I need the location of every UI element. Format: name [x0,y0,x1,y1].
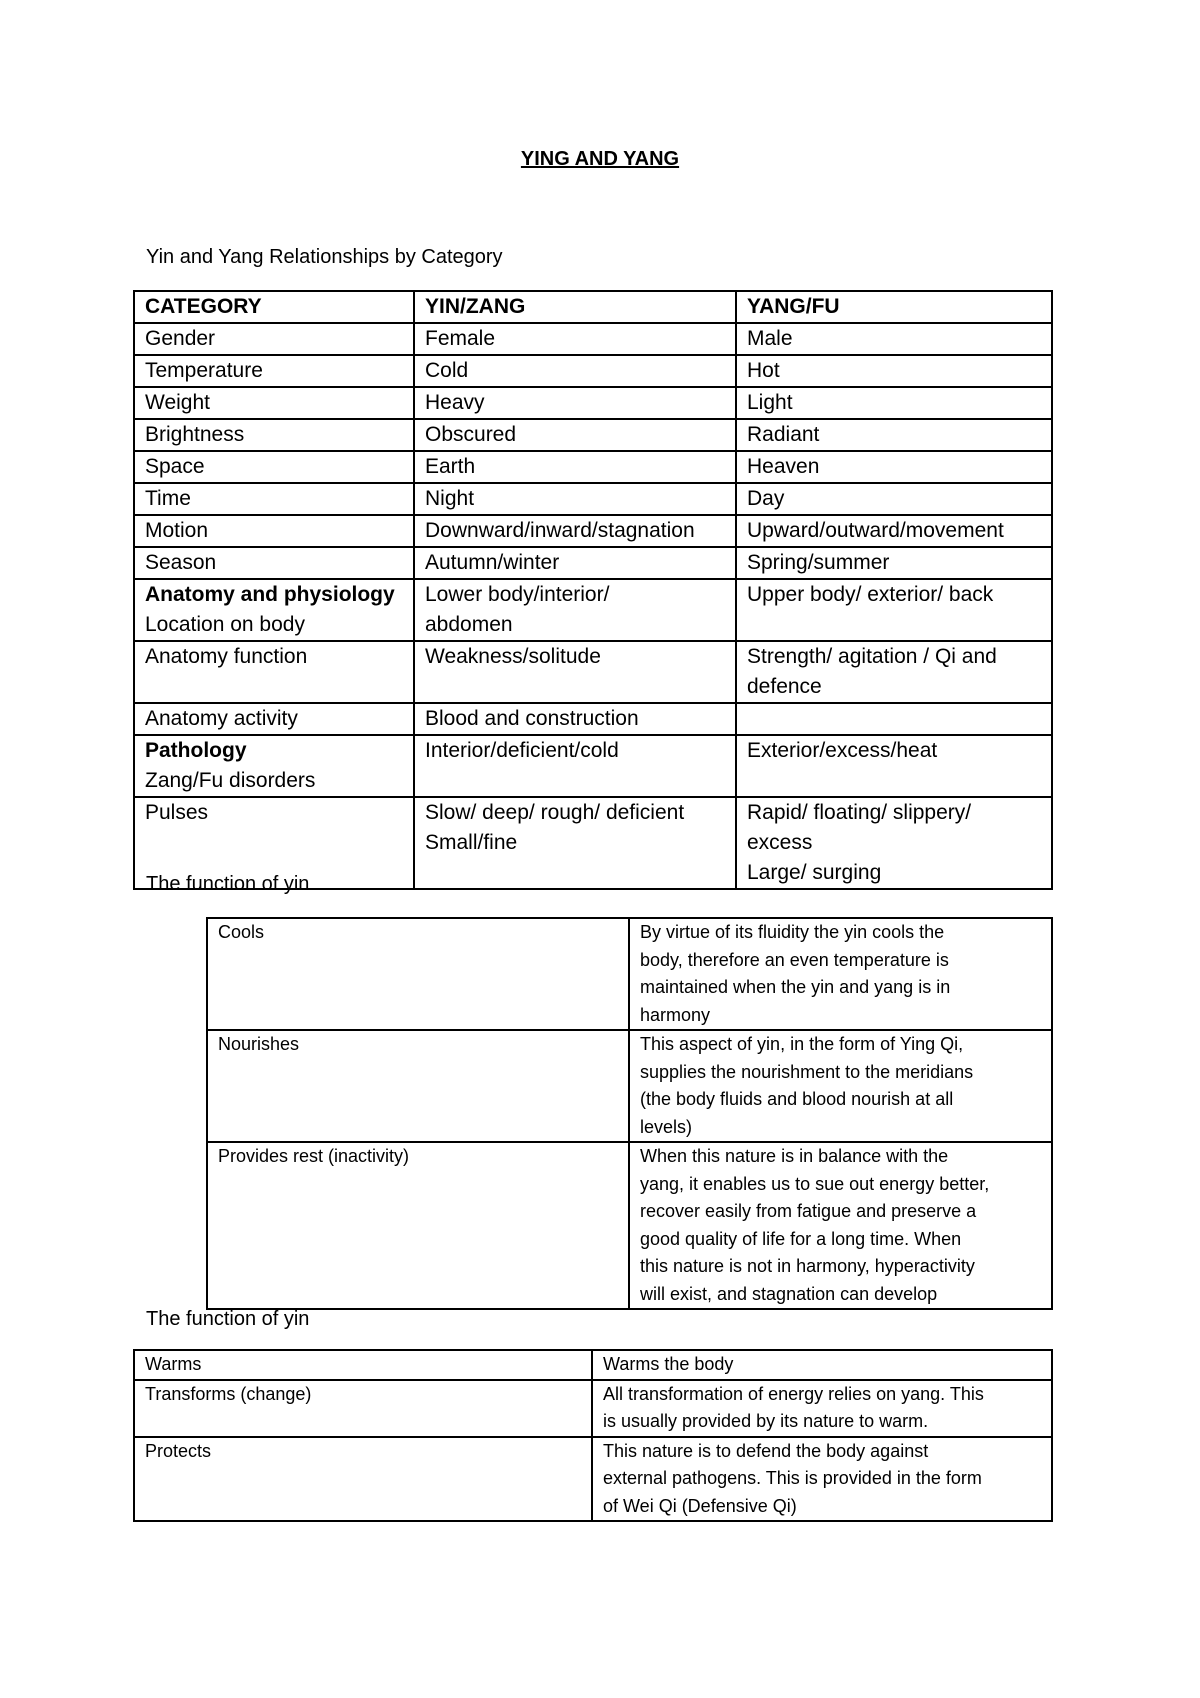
cell-line: Strength/ agitation / Qi and [747,645,997,668]
yin-cell [414,515,736,547]
cell-line: abdomen [425,613,513,636]
yin-cell [414,387,736,419]
category-cell [134,419,414,451]
cell-line: Light [747,391,793,414]
category-cell [134,735,414,797]
table-row [134,323,1052,355]
yang-cell [736,419,1052,451]
yang-cell [736,323,1052,355]
cell-line: body, therefore an even temperature is [640,949,949,970]
yang-cell [736,355,1052,387]
cell-line: Lower body/interior/ [425,583,610,606]
cell-line: will exist, and stagnation can develop [640,1283,938,1304]
table-row [207,1142,1052,1309]
cell-line: When this nature is in balance with the [640,1146,949,1166]
yin-cell [414,797,736,889]
cell-line: Heaven [747,455,820,478]
cell-line: Anatomy function [145,645,308,668]
function-of-yin-heading-2: The function of yin [146,1308,310,1330]
cell-line: is usually provided by its nature to warm. [603,1411,929,1431]
cell-line: Upper body/ exterior/ back [747,583,994,606]
table-row [134,547,1052,579]
cell-line: excess [747,831,813,854]
yin-cell [414,735,736,797]
cell-line: Female [425,327,496,350]
header-yang-fu: YANG/FU [736,291,1052,323]
cell-line: Hot [747,359,780,382]
cell-line: supplies the nourishment to the meridians [640,1061,974,1082]
cell-line: (the body fluids and blood nourish at all [640,1089,954,1109]
cell-line: this nature is not in harmony, hyperactivity [640,1256,975,1276]
table-row [134,387,1052,419]
cell-line: Warms the body [603,1354,734,1374]
yin-cell [414,579,736,641]
cell-line: good quality of life for a long time. When [640,1228,962,1249]
category-cell [134,387,414,419]
function-description-cell [629,918,1052,1030]
cell-line: Radiant [747,423,820,446]
function-of-yang-table [133,1349,1053,1522]
function-description-cell [629,1030,1052,1142]
function-of-yin-heading: The function of yin [146,873,310,895]
category-cell [134,483,414,515]
cell-line: Pulses [145,801,209,824]
cell-line: external pathogens. This is provided in the form [603,1468,982,1488]
cell-line: of Wei Qi (Defensive Qi) [603,1495,797,1516]
cell-line: harmony [640,1004,711,1025]
yang-cell [736,387,1052,419]
yang-cell [736,797,1052,889]
cell-line: Time [145,487,191,510]
cell-line: Downward/inward/stagnation [425,519,695,542]
cell-line: Earth [425,455,476,478]
cell-line: Rapid/ floating/ slippery/ [747,801,972,824]
table-row [134,419,1052,451]
cell-line: Small/fine [425,831,518,854]
yang-cell [736,579,1052,641]
category-cell [134,515,414,547]
table-row [134,1350,1052,1380]
function-description-cell [629,1142,1052,1309]
cell-line: Season [145,551,217,574]
cell-line: Large/ surging [747,861,882,884]
cell-line [747,704,1041,734]
function-description-cell [592,1380,1052,1437]
function-name-cell: Warms [134,1350,592,1380]
cell-line: Cold [425,359,469,382]
table-row [207,1030,1052,1142]
table-row [134,451,1052,483]
yin-cell [414,355,736,387]
category-cell [134,703,414,735]
cell-line: Anatomy and physiology [145,583,395,606]
table-row [134,641,1052,703]
cell-line: Heavy [425,391,485,414]
cell-line: All transformation of energy relies on yang. This [603,1383,984,1404]
yang-cell [736,483,1052,515]
function-of-yin-table [206,917,1053,1310]
cell-line: This nature is to defend the body against [603,1440,929,1461]
category-table [133,290,1053,890]
cell-line: By virtue of its fluidity the yin cools the [640,922,945,942]
yin-cell [414,419,736,451]
table-row [134,355,1052,387]
function-name-cell: Protects [134,1437,592,1522]
function-name-cell: Provides rest (inactivity) [207,1142,629,1309]
yin-cell [414,703,736,735]
cell-line: Blood and construction [425,707,639,730]
function-name-cell: Transforms (change) [134,1380,592,1437]
yin-cell [414,547,736,579]
cell-line: Pathology [145,739,247,762]
cell-line: Upward/outward/movement [747,519,1004,542]
cell-line: yang, it enables us to sue out energy better, [640,1173,990,1194]
cell-line: Space [145,455,205,478]
category-cell [134,451,414,483]
cell-line: Zang/Fu disorders [145,769,316,792]
yang-cell [736,515,1052,547]
function-description-cell [592,1437,1052,1522]
cell-line: Weakness/solitude [425,645,601,668]
cell-line: Gender [145,327,216,350]
table-row [134,515,1052,547]
yin-cell [414,323,736,355]
yin-cell [414,451,736,483]
cell-line: Temperature [145,359,263,382]
yin-cell [414,483,736,515]
function-description-cell [592,1350,1052,1380]
cell-line: Motion [145,519,209,542]
yang-cell [736,735,1052,797]
table-header-row [134,291,1052,323]
table-row [134,735,1052,797]
cell-line: This aspect of yin, in the form of Ying Qi, [640,1034,964,1054]
cell-line: Autumn/winter [425,551,560,574]
yang-cell [736,703,1052,735]
category-cell [134,547,414,579]
cell-line: Location on body [145,613,305,636]
header-category: CATEGORY [134,291,414,323]
cell-line: Spring/summer [747,551,890,574]
yang-cell [736,547,1052,579]
cell-line: Anatomy activity [145,707,298,730]
table-row [134,1380,1052,1437]
document-title: YING AND YANG [520,148,680,170]
cell-line: Night [425,487,475,510]
table-row [134,703,1052,735]
cell-line: Exterior/excess/heat [747,739,938,762]
table-row [134,1437,1052,1522]
cell-line: levels) [640,1116,693,1137]
category-cell [134,355,414,387]
function-name-cell: Cools [207,918,629,1030]
category-table-heading: Yin and Yang Relationships by Category [146,246,503,268]
cell-line: Brightness [145,423,245,446]
cell-line: defence [747,675,822,698]
cell-line: Interior/deficient/cold [425,739,619,762]
category-cell [134,641,414,703]
yang-cell [736,641,1052,703]
category-cell [134,579,414,641]
header-yin-zang: YIN/ZANG [414,291,736,323]
yin-cell [414,641,736,703]
cell-line: Obscured [425,423,517,446]
table-row [134,579,1052,641]
cell-line: recover easily from fatigue and preserve a [640,1201,977,1221]
table-row [134,483,1052,515]
table-row [207,918,1052,1030]
function-name-cell: Nourishes [207,1030,629,1142]
category-cell [134,323,414,355]
cell-line: Day [747,487,785,510]
cell-line: maintained when the yin and yang is in [640,977,951,997]
cell-line: Male [747,327,793,350]
cell-line: Weight [145,391,210,414]
cell-line: Slow/ deep/ rough/ deficient [425,801,685,824]
yang-cell [736,451,1052,483]
